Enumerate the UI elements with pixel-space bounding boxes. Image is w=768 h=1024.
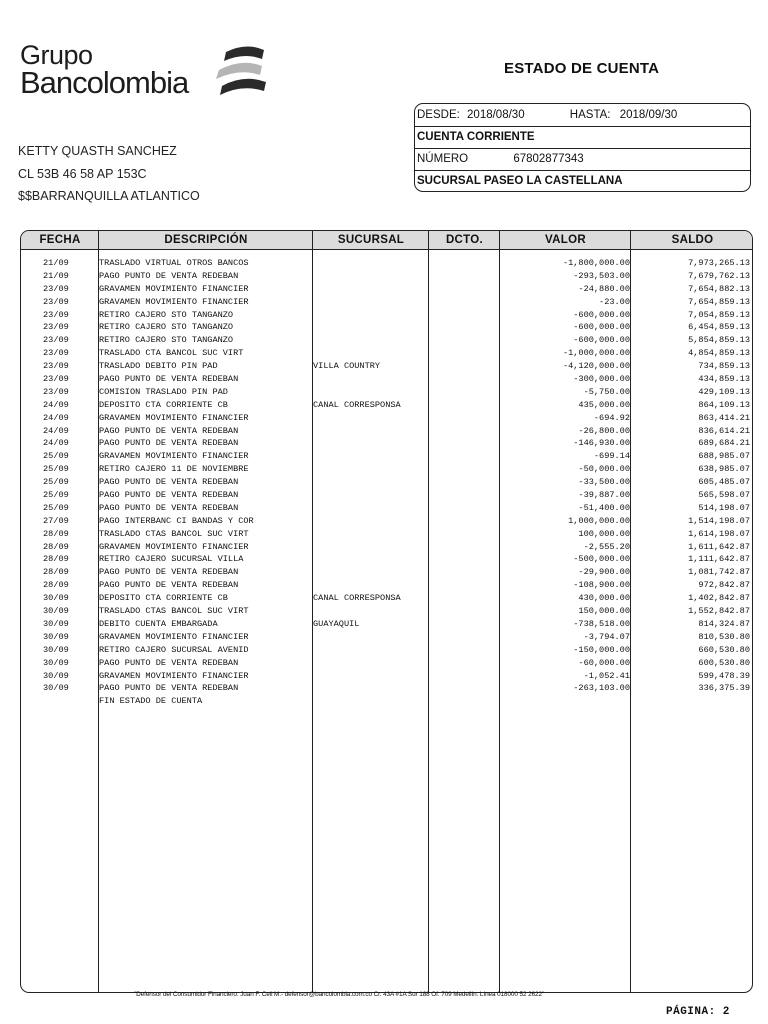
cell-fecha: 30/09	[43, 593, 69, 604]
cell-descripcion: COMISION TRASLADO PIN PAD	[99, 386, 228, 397]
cell-descripcion: GRAVAMEN MOVIMIENTO FINANCIER	[99, 451, 249, 462]
cell-fecha: 21/09	[43, 270, 69, 281]
cell-valor: -699.14	[593, 451, 630, 462]
cell-fecha: 28/09	[43, 528, 69, 539]
cell-saldo: 1,402,842.87	[688, 593, 750, 604]
table-row	[21, 592, 752, 605]
cell-saldo: 429,109.13	[698, 386, 750, 397]
cell-descripcion: RETIRO CAJERO SUCURSAL VILLA	[99, 554, 244, 565]
bank-logo	[20, 42, 260, 114]
hasta-value: 2018/09/30	[619, 109, 678, 121]
table-row	[21, 566, 752, 579]
cell-saldo: 1,552,842.87	[688, 606, 750, 617]
header-saldo: SALDO	[671, 234, 714, 246]
cell-valor: -263,103.00	[573, 683, 630, 694]
cell-fecha: 23/09	[43, 322, 69, 333]
cell-saldo: 336,375.39	[698, 683, 750, 694]
cell-fecha: 30/09	[43, 644, 69, 655]
table-row	[21, 309, 752, 322]
cell-saldo: 734,859.13	[698, 361, 750, 372]
table-row	[21, 437, 752, 450]
table-row	[21, 502, 752, 515]
cell-descripcion: PAGO PUNTO DE VENTA REDEBAN	[99, 657, 239, 668]
cell-saldo: 863,414.21	[698, 412, 750, 423]
cell-fecha: 23/09	[43, 348, 69, 359]
cell-saldo: 7,654,882.13	[688, 283, 750, 294]
cell-valor: -33,500.00	[578, 477, 630, 488]
addressee-city: $$BARRANQUILLA ATLANTICO	[18, 189, 200, 203]
cell-valor: -50,000.00	[578, 464, 630, 475]
cell-valor: 1,000,000.00	[568, 515, 630, 526]
cell-descripcion: FIN ESTADO DE CUENTA	[99, 696, 203, 707]
cell-valor: 430,000.00	[578, 593, 630, 604]
info-divider	[415, 148, 750, 149]
table-row	[21, 463, 752, 476]
table-row	[21, 399, 752, 412]
table-row	[21, 644, 752, 657]
bancolombia-mark-icon	[212, 44, 272, 96]
cell-fecha: 25/09	[43, 464, 69, 475]
cell-saldo: 1,614,198.07	[688, 528, 750, 539]
cell-fecha: 24/09	[43, 425, 69, 436]
cell-fecha: 23/09	[43, 309, 69, 320]
cell-descripcion: GRAVAMEN MOVIMIENTO FINANCIER	[99, 631, 249, 642]
transactions-table	[20, 230, 753, 993]
logo-line-grupo: Grupo	[20, 40, 93, 70]
cell-valor: 435,000.00	[578, 399, 630, 410]
cell-descripcion: GRAVAMEN MOVIMIENTO FINANCIER	[99, 412, 249, 423]
cell-descripcion: PAGO PUNTO DE VENTA REDEBAN	[99, 374, 239, 385]
addressee-name: KETTY QUASTH SANCHEZ	[18, 144, 177, 158]
table-row	[21, 528, 752, 541]
cell-fecha: 25/09	[43, 451, 69, 462]
cell-valor: -146,930.00	[573, 438, 630, 449]
addressee-address: CL 53B 46 58 AP 153C	[18, 166, 147, 181]
table-row	[21, 541, 752, 554]
document-title: ESTADO DE CUENTA	[504, 60, 660, 77]
cell-saldo: 7,973,265.13	[688, 258, 750, 268]
header-fecha: FECHA	[39, 234, 81, 246]
cell-valor: -1,052.41	[583, 670, 630, 681]
cell-saldo: 4,854,859.13	[688, 348, 750, 359]
cell-descripcion: TRASLADO VIRTUAL OTROS BANCOS	[99, 258, 249, 268]
cell-saldo: 688,985.07	[698, 451, 750, 462]
table-row	[21, 257, 752, 270]
cell-descripcion: PAGO PUNTO DE VENTA REDEBAN	[99, 580, 239, 591]
cell-descripcion: TRASLADO DEBITO PIN PAD	[99, 361, 218, 372]
cell-valor: -5,750.00	[583, 386, 630, 397]
cell-valor: -738,518.00	[573, 618, 630, 629]
table-row	[21, 296, 752, 309]
table-body	[21, 257, 752, 708]
header-descripcion: DESCRIPCIÓN	[164, 234, 248, 246]
cell-valor: 100,000.00	[578, 528, 630, 539]
cell-saldo: 814,324.87	[698, 618, 750, 629]
cell-fecha: 30/09	[43, 683, 69, 694]
cell-fecha: 23/09	[43, 386, 69, 397]
table-header	[21, 231, 752, 250]
cell-valor: -108,900.00	[573, 580, 630, 591]
cell-saldo: 7,054,859.13	[688, 309, 750, 320]
table-row	[21, 270, 752, 283]
cell-descripcion: DEPOSITO CTA CORRIENTE CB	[99, 399, 228, 410]
cell-descripcion: DEPOSITO CTA CORRIENTE CB	[99, 593, 228, 604]
cell-saldo: 836,614.21	[698, 425, 750, 436]
cell-fecha: 28/09	[43, 541, 69, 552]
cell-fecha: 30/09	[43, 631, 69, 642]
cell-valor: -293,503.00	[573, 270, 630, 281]
table-row	[21, 618, 752, 631]
cell-saldo: 1,611,642.87	[688, 541, 750, 552]
cell-fecha: 28/09	[43, 580, 69, 591]
cell-fecha: 21/09	[43, 258, 69, 268]
table-row	[21, 334, 752, 347]
cell-descripcion: DEBITO CUENTA EMBARGADA	[99, 618, 218, 629]
cell-saldo: 605,485.07	[698, 477, 750, 488]
table-row	[21, 373, 752, 386]
cell-descripcion: PAGO INTERBANC CI BANDAS Y COR	[99, 515, 254, 526]
desde-value: 2018/08/30	[467, 109, 525, 121]
cell-valor: -23.00	[599, 296, 630, 307]
cell-saldo: 1,081,742.87	[688, 567, 750, 578]
table-row	[21, 657, 752, 670]
cell-fecha: 27/09	[43, 515, 69, 526]
table-row	[21, 553, 752, 566]
cell-valor: -60,000.00	[578, 657, 630, 668]
cell-saldo: 660,530.80	[698, 644, 750, 655]
cell-descripcion: PAGO PUNTO DE VENTA REDEBAN	[99, 425, 239, 436]
cell-descripcion: GRAVAMEN MOVIMIENTO FINANCIER	[99, 296, 249, 307]
account-type: CUENTA CORRIENTE	[417, 131, 535, 143]
table-row	[21, 360, 752, 373]
cell-sucursal: VILLA COUNTRY	[313, 361, 381, 372]
period-row	[417, 109, 677, 125]
cell-saldo: 6,454,859.13	[688, 322, 750, 333]
cell-sucursal: CANAL CORRESPONSA	[313, 593, 401, 604]
cell-fecha: 24/09	[43, 438, 69, 449]
cell-descripcion: RETIRO CAJERO STO TANGANZO	[99, 322, 234, 333]
table-row	[21, 412, 752, 425]
cell-saldo: 689,684.21	[698, 438, 750, 449]
branch-name: SUCURSAL PASEO LA CASTELLANA	[417, 175, 623, 187]
cell-saldo: 565,598.07	[698, 490, 750, 501]
cell-descripcion: RETIRO CAJERO 11 DE NOVIEMBRE	[99, 464, 249, 475]
cell-valor: -4,120,000.00	[562, 361, 630, 372]
cell-saldo: 638,985.07	[698, 464, 750, 475]
cell-fecha: 28/09	[43, 554, 69, 565]
cell-fecha: 24/09	[43, 399, 69, 410]
cell-fecha: 25/09	[43, 490, 69, 501]
cell-valor: -600,000.00	[573, 335, 630, 346]
cell-fecha: 23/09	[43, 335, 69, 346]
cell-descripcion: PAGO PUNTO DE VENTA REDEBAN	[99, 502, 239, 513]
cell-fecha: 30/09	[43, 670, 69, 681]
cell-fecha: 23/09	[43, 296, 69, 307]
table-row	[21, 476, 752, 489]
cell-descripcion: TRASLADO CTA BANCOL SUC VIRT	[99, 348, 244, 359]
table-row	[21, 321, 752, 334]
account-number: 67802877343	[513, 153, 584, 165]
header-sucursal: SUCURSAL	[337, 234, 405, 246]
cell-saldo: 7,679,762.13	[688, 270, 750, 281]
cell-saldo: 7,654,859.13	[688, 296, 750, 307]
table-row	[21, 631, 752, 644]
cell-descripcion: GRAVAMEN MOVIMIENTO FINANCIER	[99, 670, 249, 681]
table-row	[21, 515, 752, 528]
table-row	[21, 670, 752, 683]
cell-valor: -24,880.00	[578, 283, 630, 294]
cell-fecha: 23/09	[43, 283, 69, 294]
table-row	[21, 386, 752, 399]
cell-fecha: 25/09	[43, 477, 69, 488]
cell-saldo: 514,198.07	[698, 502, 750, 513]
cell-descripcion: TRASLADO CTAS BANCOL SUC VIRT	[99, 528, 249, 539]
cell-valor: -39,887.00	[578, 490, 630, 501]
cell-valor: -600,000.00	[573, 309, 630, 320]
account-info-box	[414, 103, 751, 192]
cell-saldo: 810,530.80	[698, 631, 750, 642]
cell-descripcion: RETIRO CAJERO STO TANGANZO	[99, 335, 234, 346]
info-divider	[415, 170, 750, 171]
cell-fecha: 25/09	[43, 502, 69, 513]
cell-fecha: 23/09	[43, 374, 69, 385]
cell-fecha: 30/09	[43, 606, 69, 617]
cell-saldo: 1,514,198.07	[688, 515, 750, 526]
cell-valor: -500,000.00	[573, 554, 630, 565]
cell-descripcion: RETIRO CAJERO STO TANGANZO	[99, 309, 234, 320]
cell-fecha: 24/09	[43, 412, 69, 423]
cell-valor: -3,794.07	[583, 631, 630, 642]
table-row	[21, 425, 752, 438]
cell-descripcion: GRAVAMEN MOVIMIENTO FINANCIER	[99, 541, 249, 552]
cell-descripcion: PAGO PUNTO DE VENTA REDEBAN	[99, 477, 239, 488]
cell-descripcion: RETIRO CAJERO SUCURSAL AVENID	[99, 644, 249, 655]
cell-saldo: 864,109.13	[698, 399, 750, 410]
cell-valor: -51,400.00	[578, 502, 630, 513]
header-dcto: DCTO.	[445, 234, 484, 246]
cell-sucursal: GUAYAQUIL	[313, 618, 360, 629]
account-number-row	[417, 153, 584, 169]
cell-descripcion: PAGO PUNTO DE VENTA REDEBAN	[99, 683, 239, 694]
table-row	[21, 283, 752, 296]
cell-valor: -1,800,000.00	[562, 258, 630, 268]
cell-valor: -2,555.20	[583, 541, 630, 552]
consumer-defender-note: "Defensor del Consumidor Financiero: Juan F. Cell M.- defensor@bancolombia.com.co Cr. 43A #1A Sur 188 Of. 709 Medellín. Línea 018000 52 2622"	[134, 991, 545, 998]
table-row	[21, 450, 752, 463]
logo-line-bancolombia: Bancolombia	[20, 65, 189, 100]
cell-saldo: 972,842.87	[698, 580, 750, 591]
cell-saldo: 5,854,859.13	[688, 335, 750, 346]
table-row	[21, 682, 752, 695]
cell-saldo: 434,859.13	[698, 374, 750, 385]
cell-descripcion: TRASLADO CTAS BANCOL SUC VIRT	[99, 606, 249, 617]
table-row	[21, 347, 752, 360]
table-row	[21, 579, 752, 592]
logo-wordmark	[20, 42, 188, 98]
cell-valor: -1,000,000.00	[562, 348, 630, 359]
cell-sucursal: CANAL CORRESPONSA	[313, 399, 401, 410]
cell-saldo: 599,478.39	[698, 670, 750, 681]
table-row	[21, 605, 752, 618]
cell-descripcion: PAGO PUNTO DE VENTA REDEBAN	[99, 567, 239, 578]
cell-fecha: 30/09	[43, 657, 69, 668]
cell-descripcion: PAGO PUNTO DE VENTA REDEBAN	[99, 490, 239, 501]
cell-descripcion: PAGO PUNTO DE VENTA REDEBAN	[99, 270, 239, 281]
cell-valor: -150,000.00	[573, 644, 630, 655]
cell-valor: -29,900.00	[578, 567, 630, 578]
cell-valor: -600,000.00	[573, 322, 630, 333]
desde-label: DESDE:	[417, 109, 460, 121]
cell-valor: -300,000.00	[573, 374, 630, 385]
cell-descripcion: GRAVAMEN MOVIMIENTO FINANCIER	[99, 283, 249, 294]
info-divider	[415, 126, 750, 127]
cell-saldo: 1,111,642.87	[688, 554, 750, 565]
cell-fecha: 30/09	[43, 618, 69, 629]
cell-saldo: 600,530.80	[698, 657, 750, 668]
numero-label: NÚMERO	[417, 153, 469, 165]
cell-descripcion: PAGO PUNTO DE VENTA REDEBAN	[99, 438, 239, 449]
hasta-label: HASTA:	[569, 109, 611, 121]
cell-fecha: 28/09	[43, 567, 69, 578]
cell-valor: 150,000.00	[578, 606, 630, 617]
cell-valor: -694.92	[593, 412, 630, 423]
cell-valor: -26,800.00	[578, 425, 630, 436]
table-row	[21, 489, 752, 502]
cell-fecha: 23/09	[43, 361, 69, 372]
header-valor: VALOR	[545, 234, 586, 246]
addressee-block	[18, 140, 200, 208]
page-number: PÁGINA: 2	[666, 1006, 730, 1018]
table-row	[21, 695, 752, 708]
